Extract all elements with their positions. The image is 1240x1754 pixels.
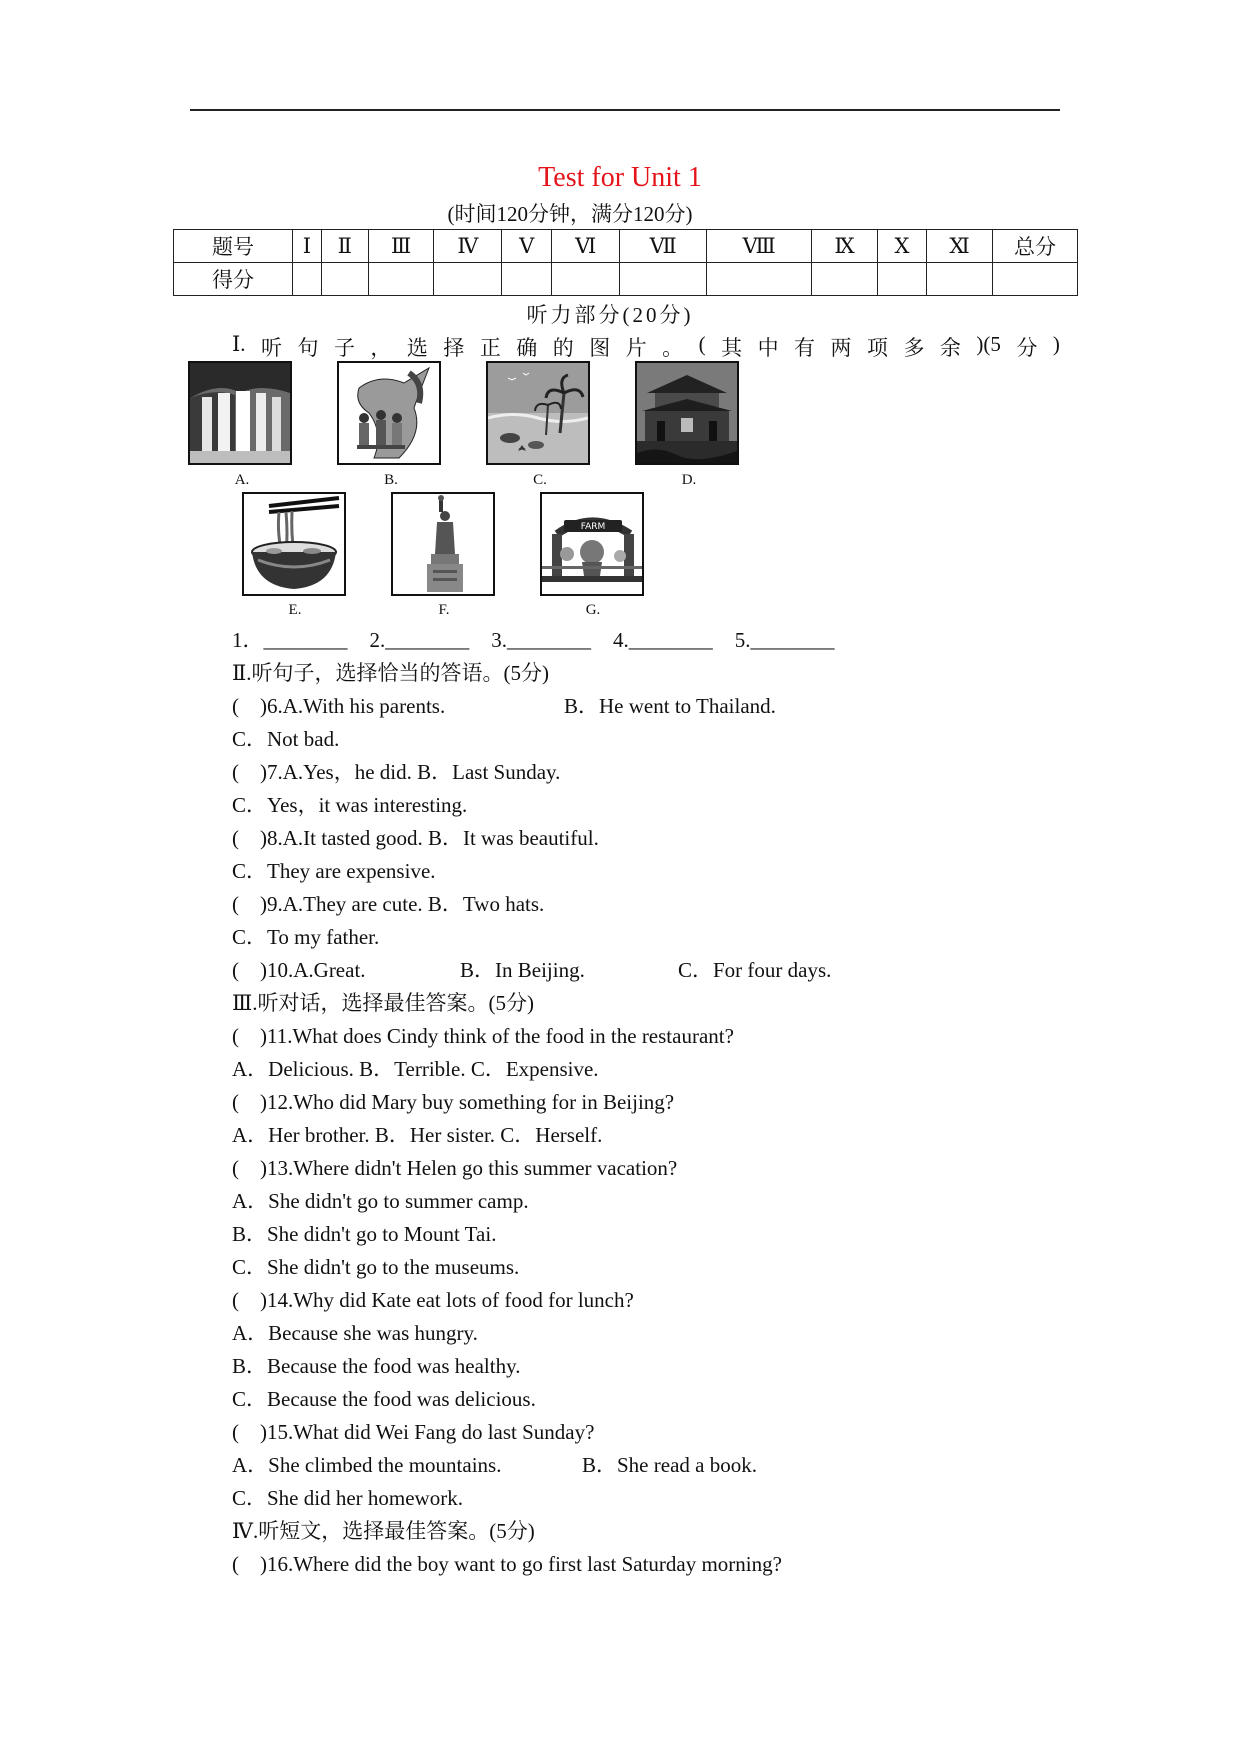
option-line: B．She didn't go to Mount Tai. [232, 1222, 497, 1246]
option-line: C．Because the food was delicious. [232, 1387, 536, 1411]
score-table-col-9: Ⅸ [812, 230, 878, 263]
instr-char: 听 [261, 336, 283, 360]
question-line: ( )12.Who did Mary buy something for in Beijing? [232, 1090, 675, 1114]
hikers-map-icon [337, 361, 441, 465]
score-cell[interactable] [368, 263, 434, 296]
score-cell[interactable] [620, 263, 707, 296]
answer-blank-2[interactable]: 2.________ [369, 628, 470, 652]
score-table-col-3: Ⅲ [368, 230, 434, 263]
question-line: ( )9.A.They are cute. B．Two hats. [232, 892, 545, 916]
instr-char: 中 [757, 336, 779, 360]
noodles-icon [242, 492, 346, 596]
answer-blanks [232, 624, 835, 654]
instr-char: 确 [516, 336, 538, 360]
option-line [232, 1449, 757, 1479]
picture-caption-e: E. [288, 602, 302, 618]
score-cell[interactable] [434, 263, 502, 296]
answer-blank-1[interactable]: 1．________ [232, 628, 348, 652]
instr-char: ) [1052, 332, 1060, 356]
instr-char: 多 [903, 336, 925, 360]
option-line: C．Not bad. [232, 727, 340, 751]
instr-char: 选 [406, 336, 428, 360]
option-text: ( )6.A.With his parents. [232, 694, 446, 718]
instr-char: 片 [625, 336, 647, 360]
question-line: ( )16.Where did the boy want to go first last Saturday morning? [232, 1552, 782, 1576]
instr-char: )(5 [976, 332, 1001, 356]
instr-char: 择 [443, 336, 465, 360]
score-cell[interactable] [927, 263, 993, 296]
question-line: ( )7.A.Yes，he did. B．Last Sunday. [232, 760, 561, 784]
instr-char: Ⅰ. [232, 332, 246, 356]
picture-caption-a: A. [234, 472, 250, 488]
instr-char: 有 [794, 336, 816, 360]
score-table-col-10: Ⅹ [877, 230, 926, 263]
score-table-score-row [174, 263, 1078, 296]
section3-heading: Ⅲ.听对话，选择最佳答案。(5分) [232, 991, 534, 1015]
picture-caption-b: B. [384, 472, 398, 488]
statue-of-liberty-icon [391, 492, 495, 596]
option-text: ( )10.A.Great. [232, 958, 366, 982]
option-line: A．She didn't go to summer camp. [232, 1189, 529, 1213]
listening-section-header: 听力部分(20分) [526, 303, 694, 327]
instr-char: ( [698, 332, 706, 356]
answer-blank-4[interactable]: 4.________ [613, 628, 713, 652]
score-cell[interactable] [502, 263, 552, 296]
instr-char: 分 [1016, 336, 1038, 360]
instr-char: 项 [866, 336, 888, 360]
option-line: A．Delicious. B．Terrible. C．Expensive. [232, 1057, 599, 1081]
picture-caption-f: F. [438, 602, 450, 618]
option-text: C．For four days. [678, 958, 832, 982]
option-line: C．To my father. [232, 925, 380, 949]
score-table-col-1: Ⅰ [293, 230, 322, 263]
score-table-col-8: Ⅷ [707, 230, 812, 263]
instr-char: 句 [297, 336, 319, 360]
score-table-col-2: Ⅱ [321, 230, 368, 263]
question-line: ( )11.What does Cindy think of the food in the restaurant? [232, 1024, 734, 1048]
score-table-label-number: 题号 [174, 230, 293, 263]
question-line: ( )8.A.It tasted good. B．It was beautiful. [232, 826, 599, 850]
instr-char: 其 [721, 336, 743, 360]
option-line: C．She did her homework. [232, 1486, 463, 1510]
instr-char: 正 [479, 336, 501, 360]
question-line [232, 690, 776, 720]
score-table-total-label: 总分 [993, 230, 1078, 263]
answer-blank-3[interactable]: 3.________ [491, 628, 591, 652]
score-cell[interactable] [707, 263, 812, 296]
option-line: A．Because she was hungry. [232, 1321, 478, 1345]
score-cell[interactable] [321, 263, 368, 296]
page-subtitle: (时间120分钟，满分120分) [447, 202, 693, 226]
option-line: A．Her brother. B．Her sister. C．Herself. [232, 1123, 603, 1147]
question-line: ( )14.Why did Kate eat lots of food for lunch? [232, 1288, 634, 1312]
score-table [173, 229, 1078, 296]
option-line: B．Because the food was healthy. [232, 1354, 521, 1378]
score-table-col-6: Ⅵ [552, 230, 620, 263]
question-line: ( )13.Where didn't Helen go this summer vacation? [232, 1156, 678, 1180]
option-line: C．Yes，it was interesting. [232, 793, 468, 817]
section1-instruction [232, 332, 1060, 362]
answer-blank-5[interactable]: 5.________ [734, 628, 835, 652]
score-table-label-score: 得分 [174, 263, 293, 296]
beach-icon [486, 361, 590, 465]
score-table-header-row [174, 230, 1078, 263]
score-cell-total[interactable] [993, 263, 1078, 296]
score-cell[interactable] [552, 263, 620, 296]
waterfall-icon [188, 361, 292, 465]
score-cell[interactable] [293, 263, 322, 296]
instr-char: 图 [589, 336, 611, 360]
instr-char: 的 [552, 336, 574, 360]
option-text: B．In Beijing. [460, 958, 585, 982]
score-table-col-4: Ⅳ [434, 230, 502, 263]
header-rule [190, 109, 1060, 111]
option-text: B．She read a book. [582, 1453, 757, 1477]
instr-char: ， [370, 336, 392, 360]
instr-char: 子 [333, 336, 355, 360]
page-title: Test for Unit 1 [538, 162, 702, 193]
picture-caption-c: C. [533, 472, 547, 488]
instr-char: 。 [662, 336, 684, 360]
section2-heading: Ⅱ.听句子，选择恰当的答语。(5分) [232, 661, 550, 685]
option-line: C．She didn't go to the museums. [232, 1255, 520, 1279]
picture-caption-d: D. [681, 472, 697, 488]
instr-char: 余 [939, 336, 961, 360]
picture-caption-g: G. [585, 602, 601, 618]
score-table-col-7: Ⅶ [620, 230, 707, 263]
score-table-col-5: Ⅴ [502, 230, 552, 263]
score-table-col-11: Ⅺ [927, 230, 993, 263]
score-cell[interactable] [812, 263, 878, 296]
farm-sign: FARM [580, 522, 606, 532]
section4-heading: Ⅳ.听短文，选择最佳答案。(5分) [232, 1519, 535, 1543]
question-line [232, 954, 832, 984]
option-text: B．He went to Thailand. [564, 694, 776, 718]
instr-char: 两 [830, 336, 852, 360]
option-text: A．She climbed the mountains. [232, 1453, 502, 1477]
option-line: C．They are expensive. [232, 859, 436, 883]
question-line: ( )15.What did Wei Fang do last Sunday? [232, 1420, 595, 1444]
tiananmen-icon [635, 361, 739, 465]
farm-icon [540, 492, 644, 596]
score-cell[interactable] [877, 263, 926, 296]
